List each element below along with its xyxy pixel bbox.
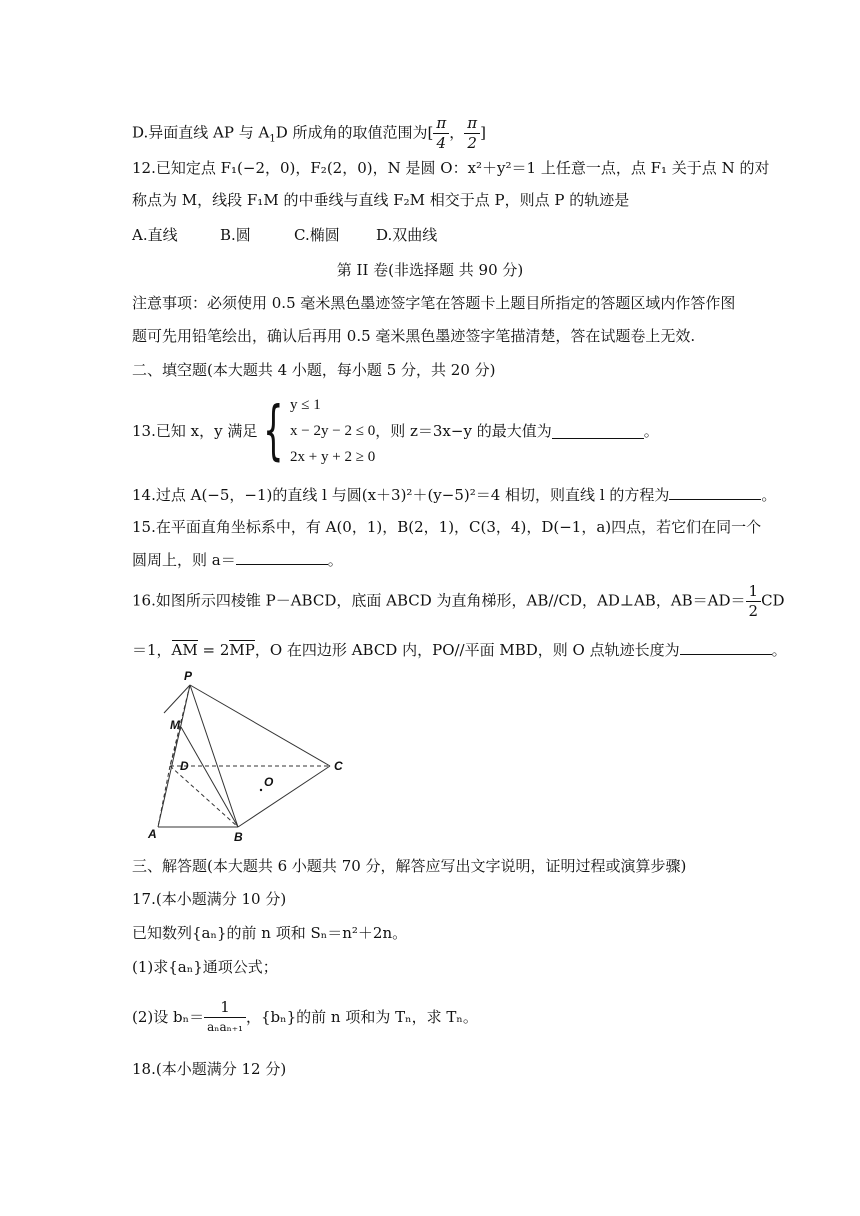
edge-pc <box>190 685 330 766</box>
point-o <box>260 789 262 791</box>
label-b: B <box>234 830 243 844</box>
q13-answer-blank <box>552 424 644 439</box>
q13-constraint-3: 2x + y + 2 ≥ 0 <box>290 449 376 465</box>
q13-constraint-1: y ≤ 1 <box>290 397 321 413</box>
section2-title: 第 II 卷(非选择题 共 90 分) <box>336 261 524 279</box>
q13-constraint-system <box>290 392 375 470</box>
q16-eq: = 2 <box>197 641 230 659</box>
bracket-close: ] <box>480 123 486 142</box>
solve-heading: 三、解答题(本大题共 6 小题共 70 分，解答应写出文字说明，证明过程或演算步骤) <box>132 857 687 875</box>
q11-sub: 1 <box>269 133 276 145</box>
q17-stem: 已知数列{aₙ}的前 n 项和 Sₙ＝n²＋2n。 <box>132 924 408 942</box>
label-o: O <box>264 775 274 789</box>
q12-options <box>132 225 437 245</box>
frac-num: π <box>433 114 449 134</box>
notice-line2: 题可先用铅笔绘出，确认后再用 0.5 毫米黑色墨迹签字笔描清楚，答在试题卷上无效. <box>132 327 696 345</box>
q16-line2 <box>132 640 787 660</box>
brace-icon: { <box>263 394 284 468</box>
notice-line1: 注意事项：必须使用 0.5 毫米黑色墨迹签字笔在答题卡上题目所指定的答题区域内作答作图 <box>132 294 736 312</box>
q15-line2 <box>132 550 343 570</box>
frac-num: 1 <box>746 582 762 602</box>
frac-den: aₙaₙ₊₁ <box>207 1019 243 1034</box>
label-c: C <box>334 759 343 773</box>
q17-part1: (1)求{aₙ}通项公式； <box>132 958 278 976</box>
q14-text: 14.过点 A(−5，−1)的直线 l 与圆(x＋3)²＋(y−5)²＝4 相切，则直线 l 的方程为 <box>132 486 670 504</box>
frac-num: 1 <box>204 998 246 1018</box>
frac-den: 2 <box>467 134 477 152</box>
q15-answer-blank <box>236 550 328 565</box>
q12-line1: 12.已知定点 F₁(−2，0)，F₂(2，0)，N 是圆 O：x²＋y²＝1 上任意一点，点 F₁ 关于点 N 的对 <box>132 159 770 177</box>
fraction-pi-2 <box>464 114 480 153</box>
q14 <box>132 485 776 505</box>
label-a: A <box>148 827 157 841</box>
q11-option-d <box>132 114 486 153</box>
label-p: P <box>184 669 193 683</box>
fraction-pi-4 <box>433 114 449 153</box>
frac-den: 4 <box>436 134 447 152</box>
q16-line1-text: 16.如图所示四棱锥 P－ABCD，底面 ABCD 为直角梯形，AB//CD，AD⊥AB，AB＝AD＝ <box>132 591 746 610</box>
vector-am: AM <box>171 641 198 659</box>
q13 <box>132 392 659 470</box>
q12-option-a: A.直线 <box>132 226 178 244</box>
label-m: M <box>170 718 180 732</box>
q17-part2-suffix: ，{bₙ}的前 n 项和为 Tₙ，求 Tₙ。 <box>245 1008 478 1026</box>
q14-end: 。 <box>761 486 777 504</box>
q16-line1-end: CD <box>761 591 785 610</box>
q13-suffix: ，则 z＝3x−y 的最大值为 <box>375 422 552 440</box>
frac-den: 2 <box>748 602 759 620</box>
comma: ， <box>449 123 465 142</box>
q12-option-b: B.圆 <box>220 226 251 244</box>
q15-end: 。 <box>327 551 343 569</box>
q11-option-d-text: D.异面直线 AP 与 A <box>132 123 270 142</box>
fraction-one-half <box>746 582 762 621</box>
q12-option-c: C.椭圆 <box>294 226 340 244</box>
q15-line2-text: 圆周上，则 a＝ <box>132 551 236 569</box>
q13-end: 。 <box>643 422 659 440</box>
q17-part2-prefix: (2)设 bₙ＝ <box>132 1008 205 1026</box>
q15-line1: 15.在平面直角坐标系中，有 A(0，1)，B(2，1)，C(3，4)，D(−1，a)四点，若它们在同一个 <box>132 518 762 536</box>
q16-answer-blank <box>680 640 772 655</box>
q16-end: 。 <box>771 641 787 659</box>
fraction-bn <box>204 998 246 1037</box>
q17-part2 <box>132 993 478 1041</box>
q12-option-d: D.双曲线 <box>376 226 438 244</box>
q12-line2: 称点为 M，线段 F₁M 的中垂线与直线 F₂M 相交于点 P，则点 P 的轨迹是 <box>132 191 630 209</box>
label-d: D <box>180 759 189 773</box>
q16-line2-rest: ，O 在四边形 ABCD 内，PO//平面 MBD，则 O 点轨迹长度为 <box>254 641 680 659</box>
q11-option-d-mid: D 所成角的取值范围为[ <box>275 123 434 142</box>
fill-heading: 二、填空题(本大题共 4 小题，每小题 5 分，共 20 分) <box>132 361 496 379</box>
q13-prefix: 13.已知 x，y 满足 <box>132 422 258 440</box>
q18-title: 18.(本小题满分 12 分) <box>132 1060 287 1078</box>
vector-mp: MP <box>229 641 255 659</box>
pyramid-figure <box>140 668 360 848</box>
q14-answer-blank <box>669 485 761 500</box>
q16-line2-start: ＝1， <box>132 641 172 659</box>
q13-constraint-2: x − 2y − 2 ≤ 0 <box>290 423 376 439</box>
edge-bc <box>238 766 330 827</box>
frac-num: π <box>464 114 480 134</box>
q17-title: 17.(本小题满分 10 分) <box>132 890 287 908</box>
edge-da <box>158 766 170 827</box>
q16-line1 <box>132 582 785 621</box>
